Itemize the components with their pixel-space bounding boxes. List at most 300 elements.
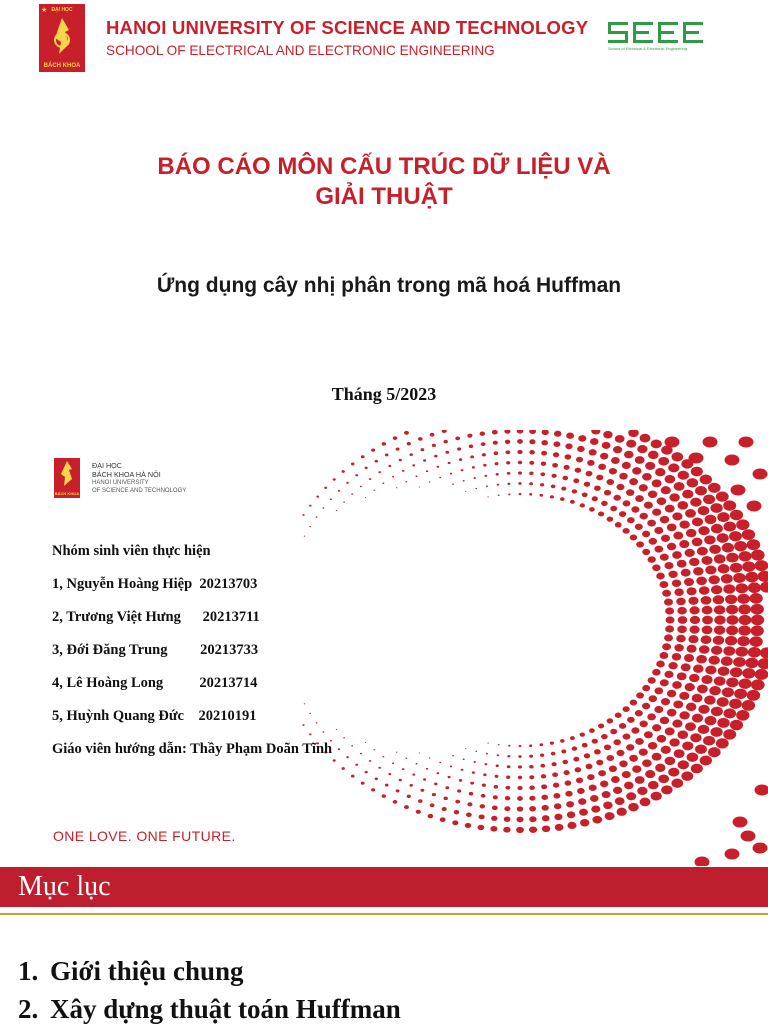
decor-dot — [723, 522, 736, 532]
decor-dot — [481, 794, 486, 798]
decor-dot — [505, 786, 510, 790]
decor-dot — [375, 777, 378, 780]
decor-dot — [735, 647, 748, 657]
decor-dot — [691, 467, 703, 477]
decor-dot — [730, 667, 743, 677]
decor-dot — [696, 577, 707, 586]
decor-dot — [542, 430, 549, 435]
decor-dot — [495, 462, 499, 465]
decor-dot — [684, 578, 694, 586]
decor-dot — [648, 451, 659, 460]
decor-dot — [668, 662, 677, 669]
decor-dot — [723, 500, 736, 510]
decor-dot — [560, 497, 565, 501]
decor-dot — [628, 430, 639, 437]
decor-dot — [550, 495, 554, 498]
decor-dot — [565, 454, 572, 459]
decor-dot — [629, 478, 638, 485]
decor-dot — [396, 448, 400, 451]
decor-dot — [642, 549, 650, 555]
decor-dot — [714, 615, 726, 624]
decor-dot — [742, 561, 755, 572]
decor-dot — [434, 783, 437, 786]
decor-dot — [465, 748, 466, 749]
decor-dot — [518, 461, 523, 465]
decor-dot — [734, 541, 747, 551]
decor-dot — [518, 765, 522, 768]
decor-dot — [753, 469, 768, 480]
decor-dot — [506, 776, 510, 779]
decor-dot — [529, 430, 536, 434]
decor-dot — [704, 696, 715, 705]
decor-dot — [561, 487, 566, 491]
decor-dot — [671, 452, 683, 461]
decor-dot — [701, 635, 712, 644]
decor-dot — [333, 478, 336, 480]
decor-dot — [730, 563, 743, 573]
seee-subtitle: School of Electrical & Electronic Engineering — [608, 46, 687, 51]
decor-dot — [642, 531, 650, 538]
decor-dot — [338, 748, 340, 750]
decor-dot — [486, 753, 488, 755]
decor-dot — [508, 745, 510, 747]
decor-dot — [570, 736, 575, 740]
decor-dot — [402, 768, 404, 770]
decor-dot — [373, 749, 375, 750]
decor-dot — [657, 735, 667, 743]
decor-dot — [553, 441, 560, 447]
decor-dot — [467, 434, 472, 438]
decor-dot — [448, 776, 451, 778]
decor-dot — [662, 643, 671, 650]
hust-logo — [39, 4, 85, 72]
decor-dot — [478, 825, 485, 830]
decor-dot — [392, 762, 394, 764]
decor-dot — [678, 760, 689, 769]
decor-dot — [703, 437, 718, 448]
decor-dot — [498, 495, 500, 496]
decor-dot — [652, 669, 660, 676]
toc-item-number: 2. — [18, 994, 39, 1024]
decor-dot — [713, 636, 724, 645]
decor-dot — [626, 489, 634, 496]
decor-dot — [412, 464, 415, 466]
decor-dot — [695, 857, 710, 867]
toc-item-label: Xây dựng thuật toán Huffman — [50, 994, 401, 1024]
decor-dot — [365, 742, 366, 743]
decor-dot — [419, 486, 420, 487]
decor-dot — [700, 475, 712, 485]
small-logo-text: BÁCH KHOA — [54, 491, 80, 496]
decor-dot — [734, 689, 747, 699]
decor-dot — [665, 727, 675, 735]
decor-dot — [598, 512, 604, 517]
decor-dot — [492, 430, 498, 435]
decor-dot — [519, 493, 522, 495]
decor-dot — [452, 484, 454, 485]
decor-dot — [681, 569, 691, 577]
decor-dot — [529, 796, 535, 801]
decor-dot — [667, 524, 677, 532]
decor-dot — [687, 645, 697, 653]
decor-dot — [613, 446, 622, 453]
decor-dot — [385, 784, 389, 787]
decor-dot — [722, 687, 734, 697]
decor-dot — [632, 467, 641, 474]
decor-dot — [584, 753, 590, 758]
decor-dot — [589, 784, 597, 790]
decor-dot — [421, 448, 425, 451]
decor-dot — [470, 782, 474, 785]
decor-dot — [609, 468, 617, 475]
decor-dot — [639, 513, 647, 520]
decor-dot — [541, 795, 548, 800]
decor-dot — [429, 757, 431, 758]
decor-dot — [726, 553, 738, 563]
decor-dot — [589, 449, 597, 455]
member-row: 5, Huỳnh Quang Đức 20210191 — [52, 708, 257, 724]
decor-dot — [518, 482, 521, 485]
decor-dot — [622, 771, 631, 778]
decor-dot — [409, 453, 412, 456]
decor-dot — [665, 757, 676, 766]
decor-dot — [617, 484, 625, 490]
decor-dot — [504, 806, 510, 811]
decor-dot — [369, 478, 371, 480]
decor-dot — [351, 745, 353, 746]
decor-dot — [371, 448, 375, 451]
decor-dot — [407, 795, 411, 798]
decor-dot — [648, 742, 657, 750]
decor-dot — [516, 827, 524, 833]
decor-dot — [442, 430, 447, 433]
decor-dot — [632, 765, 641, 772]
decor-dot — [562, 760, 568, 765]
decor-dot — [539, 743, 543, 746]
decor-dot — [661, 785, 672, 794]
decor-dot — [385, 453, 389, 456]
decor-dot — [714, 554, 726, 563]
brand-line-2: BÁCH KHOA HÀ NỘI — [92, 470, 161, 479]
decor-dot — [700, 756, 712, 766]
decor-dot — [551, 752, 556, 756]
toc-item[interactable] — [18, 953, 401, 991]
decor-dot — [613, 787, 622, 794]
decor-dot — [542, 815, 550, 821]
decor-dot — [360, 486, 362, 488]
decor-dot — [437, 466, 440, 468]
member-row: 4, Lê Hoàng Long 20213714 — [52, 675, 258, 691]
decor-dot — [365, 771, 368, 773]
decor-dot — [661, 698, 670, 705]
decor-dot — [507, 765, 511, 768]
decor-dot — [565, 443, 572, 449]
seee-wordmark-icon — [608, 22, 704, 44]
decor-dot — [647, 713, 656, 720]
decor-dot — [529, 765, 533, 769]
decor-dot — [472, 771, 475, 773]
decor-dot — [469, 792, 473, 796]
decor-dot — [660, 554, 669, 561]
decor-dot — [664, 562, 673, 569]
decor-dot — [517, 430, 524, 434]
decor-dot — [497, 484, 500, 486]
decor-dot — [566, 801, 574, 807]
decor-dot — [635, 776, 645, 784]
decor-dot — [690, 733, 701, 742]
decor-dot — [336, 729, 337, 730]
decor-dot — [604, 744, 611, 750]
decor-dot — [472, 466, 475, 468]
decor-dot — [703, 736, 715, 746]
decor-dot — [517, 806, 524, 811]
decor-dot — [645, 770, 655, 778]
decor-dot — [302, 514, 304, 516]
decor-dot — [642, 473, 652, 481]
decor-dot — [611, 776, 620, 783]
decor-dot — [483, 773, 486, 776]
decor-dot — [679, 520, 689, 528]
decor-dot — [423, 459, 426, 461]
decor-dot — [709, 686, 721, 695]
decor-dot — [553, 452, 559, 457]
decor-dot — [402, 470, 404, 472]
decor-dot — [636, 692, 644, 698]
decor-dot — [416, 810, 421, 814]
school-name: SCHOOL OF ELECTRICAL AND ELECTRONIC ENGINEERING — [106, 43, 495, 58]
decor-dot — [698, 725, 710, 734]
decor-dot — [664, 599, 673, 606]
decor-dot — [603, 431, 612, 439]
decor-dot — [592, 739, 598, 744]
decor-dot — [755, 560, 768, 571]
decor-dot — [443, 797, 447, 801]
decor-dot — [668, 463, 679, 472]
decor-dot — [565, 780, 572, 785]
decor-dot — [742, 668, 755, 679]
decor-dot — [552, 772, 558, 777]
decor-dot — [529, 482, 533, 485]
decor-dot — [432, 793, 436, 796]
decor-dot — [486, 486, 488, 488]
decor-dot — [687, 587, 697, 595]
decor-dot — [369, 760, 371, 762]
decor-dot — [714, 605, 725, 614]
decor-dot — [673, 700, 683, 708]
decor-dot — [399, 459, 402, 462]
decor-dot — [749, 593, 762, 604]
decor-dot — [336, 510, 337, 511]
decor-dot — [685, 722, 696, 731]
decor-dot — [542, 825, 550, 832]
decor-dot — [493, 441, 498, 445]
decor-dot — [551, 485, 556, 489]
decor-dot — [751, 615, 764, 626]
decor-dot — [668, 571, 677, 578]
decor-dot — [695, 486, 707, 496]
decor-dot — [679, 711, 689, 719]
decor-dot — [630, 535, 637, 541]
decor-dot — [725, 594, 737, 604]
decor-dot — [399, 779, 402, 782]
decor-dot — [714, 626, 725, 635]
decor-dot — [622, 462, 631, 469]
decor-dot — [661, 746, 671, 754]
decor-dot — [662, 590, 671, 597]
decor-dot — [723, 584, 735, 594]
decor-dot — [664, 634, 673, 641]
decor-dot — [465, 823, 471, 828]
decor-dot — [631, 506, 639, 513]
decor-dot — [439, 762, 441, 764]
decor-dot — [445, 786, 449, 789]
decor-dot — [656, 573, 665, 580]
group-heading: Nhóm sinh viên thực hiện — [52, 543, 211, 559]
decor-dot — [619, 511, 626, 517]
decor-dot — [496, 764, 499, 767]
decor-dot — [613, 739, 620, 745]
decor-dot — [445, 451, 449, 454]
decor-dot — [716, 491, 729, 501]
decor-dot — [711, 524, 723, 534]
decor-dot — [407, 442, 411, 445]
toc-item[interactable] — [18, 991, 401, 1024]
decor-dot — [330, 498, 332, 500]
decor-dot — [586, 471, 593, 477]
decor-dot — [575, 468, 582, 473]
decor-dot — [730, 510, 743, 521]
decor-dot — [365, 497, 366, 498]
decor-dot — [611, 457, 620, 464]
decor-dot — [748, 647, 761, 658]
decor-dot — [455, 436, 460, 440]
decor-dot — [697, 547, 708, 556]
decor-dot — [481, 442, 486, 446]
decor-dot — [636, 541, 644, 547]
decor-dot — [674, 749, 685, 758]
brand-line-1: ĐẠI HỌC — [92, 461, 122, 470]
decor-dot — [665, 625, 674, 632]
decor-dot — [661, 486, 671, 494]
decor-dot — [442, 807, 447, 811]
decor-dot — [605, 812, 615, 820]
decor-dot — [539, 494, 543, 497]
decor-dot — [637, 445, 647, 453]
decor-dot — [626, 744, 634, 751]
decor-dot — [676, 598, 686, 606]
decor-dot — [491, 816, 497, 821]
decor-dot — [610, 729, 617, 735]
decor-dot — [437, 772, 440, 774]
decor-dot — [601, 501, 608, 506]
decor-dot — [689, 626, 699, 634]
decor-dot — [474, 477, 476, 479]
decor-dot — [615, 522, 622, 527]
decor-dot — [672, 653, 681, 661]
decor-dot — [529, 826, 537, 832]
decor-dot — [309, 526, 311, 527]
member-row: 3, Đới Đăng Trung 20213733 — [52, 642, 259, 658]
decor-dot — [635, 524, 643, 530]
decor-dot — [672, 512, 682, 520]
decor-dot — [705, 716, 717, 725]
decor-dot — [649, 538, 657, 545]
decor-dot — [365, 467, 368, 469]
decor-dot — [751, 679, 765, 690]
decor-dot — [482, 784, 486, 787]
decor-dot — [698, 526, 709, 535]
decor-dot — [688, 635, 698, 643]
decor-dot — [589, 507, 595, 512]
decor-dot — [713, 595, 724, 604]
torch-icon — [47, 16, 77, 56]
decor-dot — [598, 724, 604, 729]
decor-dot — [672, 551, 682, 559]
decor-dot — [717, 512, 729, 522]
decor-dot — [518, 755, 521, 758]
decor-dot — [627, 517, 635, 523]
decor-dot — [635, 456, 645, 464]
decor-dot — [652, 509, 661, 516]
decor-dot — [627, 717, 635, 723]
decor-dot — [426, 470, 428, 472]
decor-dot — [639, 721, 647, 728]
decor-dot — [729, 531, 742, 541]
decor-dot — [475, 751, 477, 752]
decor-dot — [418, 799, 423, 803]
decor-dot — [626, 440, 636, 448]
decor-dot — [572, 489, 577, 493]
decor-dot — [589, 728, 595, 733]
decor-dot — [696, 655, 707, 664]
decor-dot — [651, 439, 662, 448]
decor-dot — [669, 493, 679, 501]
decor-dot — [654, 706, 663, 713]
decor-dot — [635, 495, 644, 502]
decor-dot — [635, 710, 643, 716]
decor-dot — [623, 733, 631, 739]
decor-dot — [483, 464, 486, 467]
decor-dot — [517, 796, 523, 801]
decor-dot — [457, 789, 461, 792]
decor-dot — [660, 652, 669, 659]
decor-dot — [382, 756, 384, 757]
decor-dot — [639, 484, 648, 491]
decor-dot — [587, 460, 594, 466]
member-row: 2, Trương Việt Hưng 20213711 — [52, 609, 260, 625]
decor-dot — [644, 502, 653, 509]
decor-dot — [551, 762, 556, 766]
decor-dot — [718, 666, 730, 675]
decor-dot — [361, 782, 365, 785]
decor-dot — [396, 487, 397, 488]
member-row: 1, Nguyễn Hoàng Hiệp 20213703 — [52, 576, 258, 592]
decor-dot — [655, 764, 665, 772]
decor-dot — [701, 556, 712, 565]
decor-dot — [684, 654, 694, 662]
decor-dot — [582, 743, 588, 748]
decor-dot — [705, 566, 716, 575]
decor-dot — [689, 606, 699, 614]
decor-dot — [738, 604, 751, 614]
decor-dot — [461, 469, 464, 471]
decor-dot — [702, 626, 713, 635]
decor-dot — [628, 803, 639, 811]
decor-dot — [343, 502, 345, 503]
decor-dot — [415, 475, 417, 477]
bach-khoa-brand-text — [92, 461, 186, 495]
decor-dot — [333, 759, 336, 761]
